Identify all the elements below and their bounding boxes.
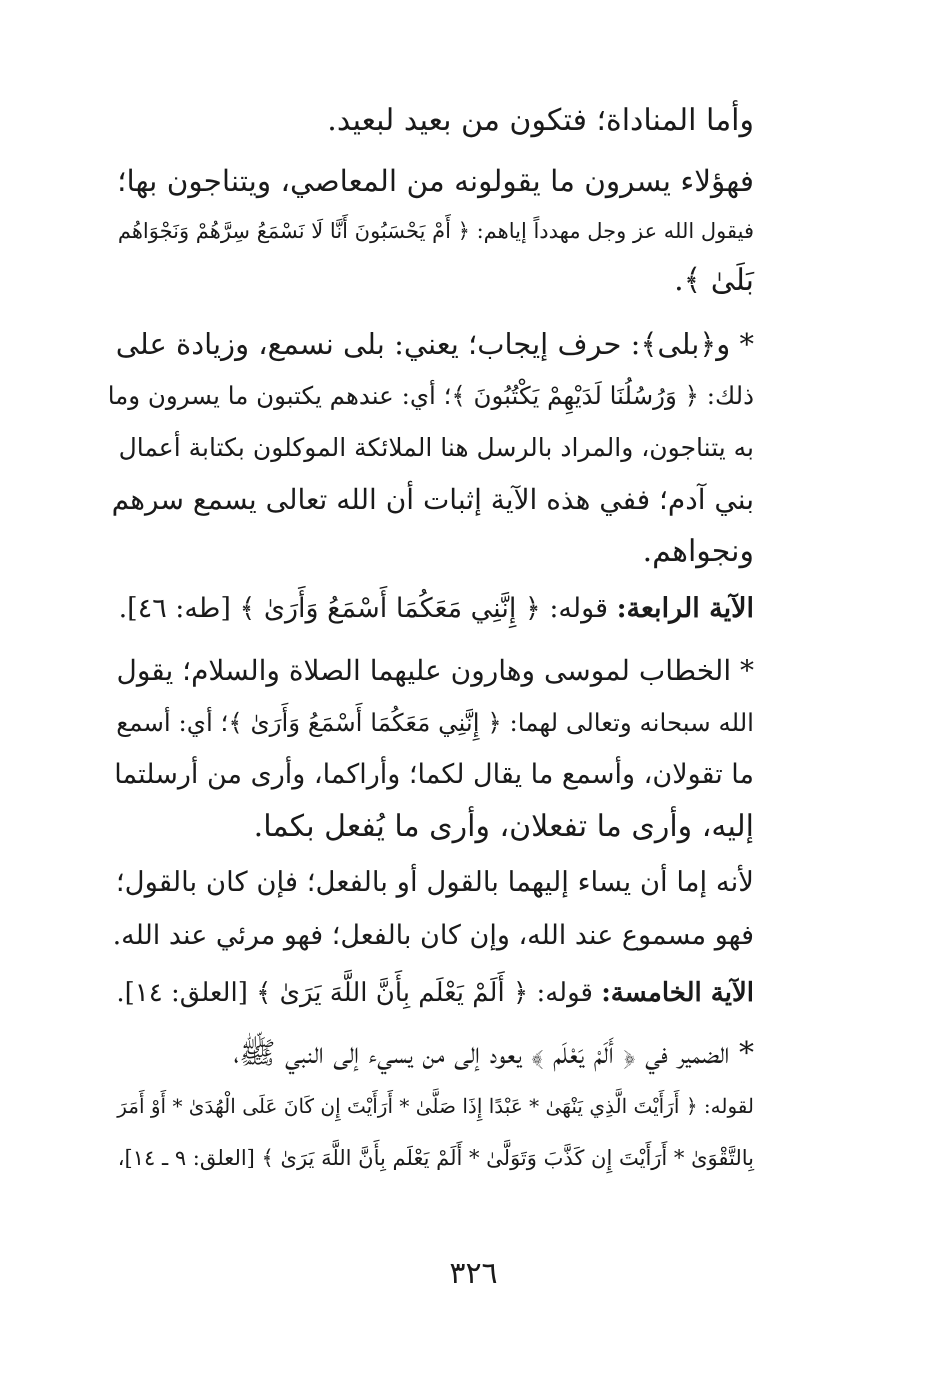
text-line: فهو مسموع عند الله، وإن كان بالفعل؛ فهو مرئي عند الله. [112, 920, 754, 951]
verse-heading-4 [108, 580, 754, 637]
page-number: ٣٢٦ [449, 1256, 498, 1291]
text-line: وأما المناداة؛ فتكون من بعيد لبعيد. [327, 103, 754, 138]
text-line: فيقول الله عز وجل مهدداً إياهم: ﴿ أَمْ يَحْسَبُونَ أَنَّا لَا نَسْمَعُ سِرَّهُمْ وَنَجْوَاهُم [117, 219, 754, 243]
section-heading: الآية الرابعة: [616, 593, 754, 624]
text-line: فهؤلاء يسرون ما يقولونه من المعاصي، ويتناجون بها؛ [117, 164, 754, 198]
text-line: قوله: ﴿ إِنَّنِي مَعَكُمَا أَسْمَعُ وَأَرَىٰ ﴾ [طه: ٤٦]. [118, 593, 608, 624]
text-line: بَلَىٰ ﴾. [674, 263, 754, 298]
text-line: إليه، وأرى ما تفعلان، وأرى ما يُفعل بكما. [253, 809, 754, 844]
paragraph-3 [108, 318, 754, 578]
section-heading: الآية الخامسة: [601, 978, 754, 1008]
text-line: * الضمير في ﴿ أَلَمْ يَعْلَم ﴾ يعود إلى من يسيء إلى النبي ﷺ، [233, 1036, 754, 1071]
text-line: لأنه إما أن يساء إليهما بالقول أو بالفعل؛ فإن كان بالقول؛ [115, 866, 754, 898]
text-line: الله سبحانه وتعالى لهما: ﴿ إِنَّنِي مَعَكُمَا أَسْمَعُ وَأَرَىٰ ﴾؛ أي: أسمع [116, 708, 754, 737]
text-line: * و﴿بلى﴾: حرف إيجاب؛ يعني: بلى نسمع، وزيادة على [115, 327, 754, 361]
text-line: به يتناجون، والمراد بالرسل هنا الملائكة الموكلون بكتابة أعمال [118, 433, 754, 462]
text-line: ما تقولان، وأسمع ما يقال لكما؛ وأراكما، وأرى من أرسلتما [114, 759, 754, 790]
text-line: بني آدم؛ ففي هذه الآية إثبات أن الله تعالى يسمع سرهم [111, 483, 754, 516]
verse-heading-5 [108, 965, 754, 1022]
text-line: لقوله: ﴿ أَرَأَيْتَ الَّذِي يَنْهَىٰ * عَبْدًا إِذَا صَلَّىٰ * أَرَأَيْتَ إِن كَانَ عَلَى الْهُدَىٰ * أَوْ أَمَرَ [117, 1094, 754, 1118]
text-line: قوله: ﴿ أَلَمْ يَعْلَم بِأَنَّ اللَّهَ يَرَىٰ ﴾ [العلق: ١٤]. [116, 978, 593, 1008]
text-line: ذلك: ﴿ وَرُسُلُنَا لَدَيْهِمْ يَكْتُبُونَ ﴾؛ أي: عندهم يكتبون ما يسرون وما [107, 381, 754, 410]
text-line: * الخطاب لموسى وهارون عليهما الصلاة والسلام؛ يقول [116, 654, 754, 687]
paragraph-8 [108, 1028, 754, 1184]
paragraph-1 [108, 92, 754, 149]
text-line: بِالتَّقْوَىٰ * أَرَأَيْتَ إِن كَذَّبَ وَتَوَلَّىٰ * أَلَمْ يَعْلَم بِأَنَّ اللَّهَ يَرَىٰ ﴾ [العلق: ٩ ـ ١٤]، [117, 1146, 754, 1170]
text-line: ونجواهم. [642, 534, 754, 569]
paragraph-6 [108, 855, 754, 963]
paragraph-5 [108, 645, 754, 853]
paragraph-2 [108, 156, 754, 306]
